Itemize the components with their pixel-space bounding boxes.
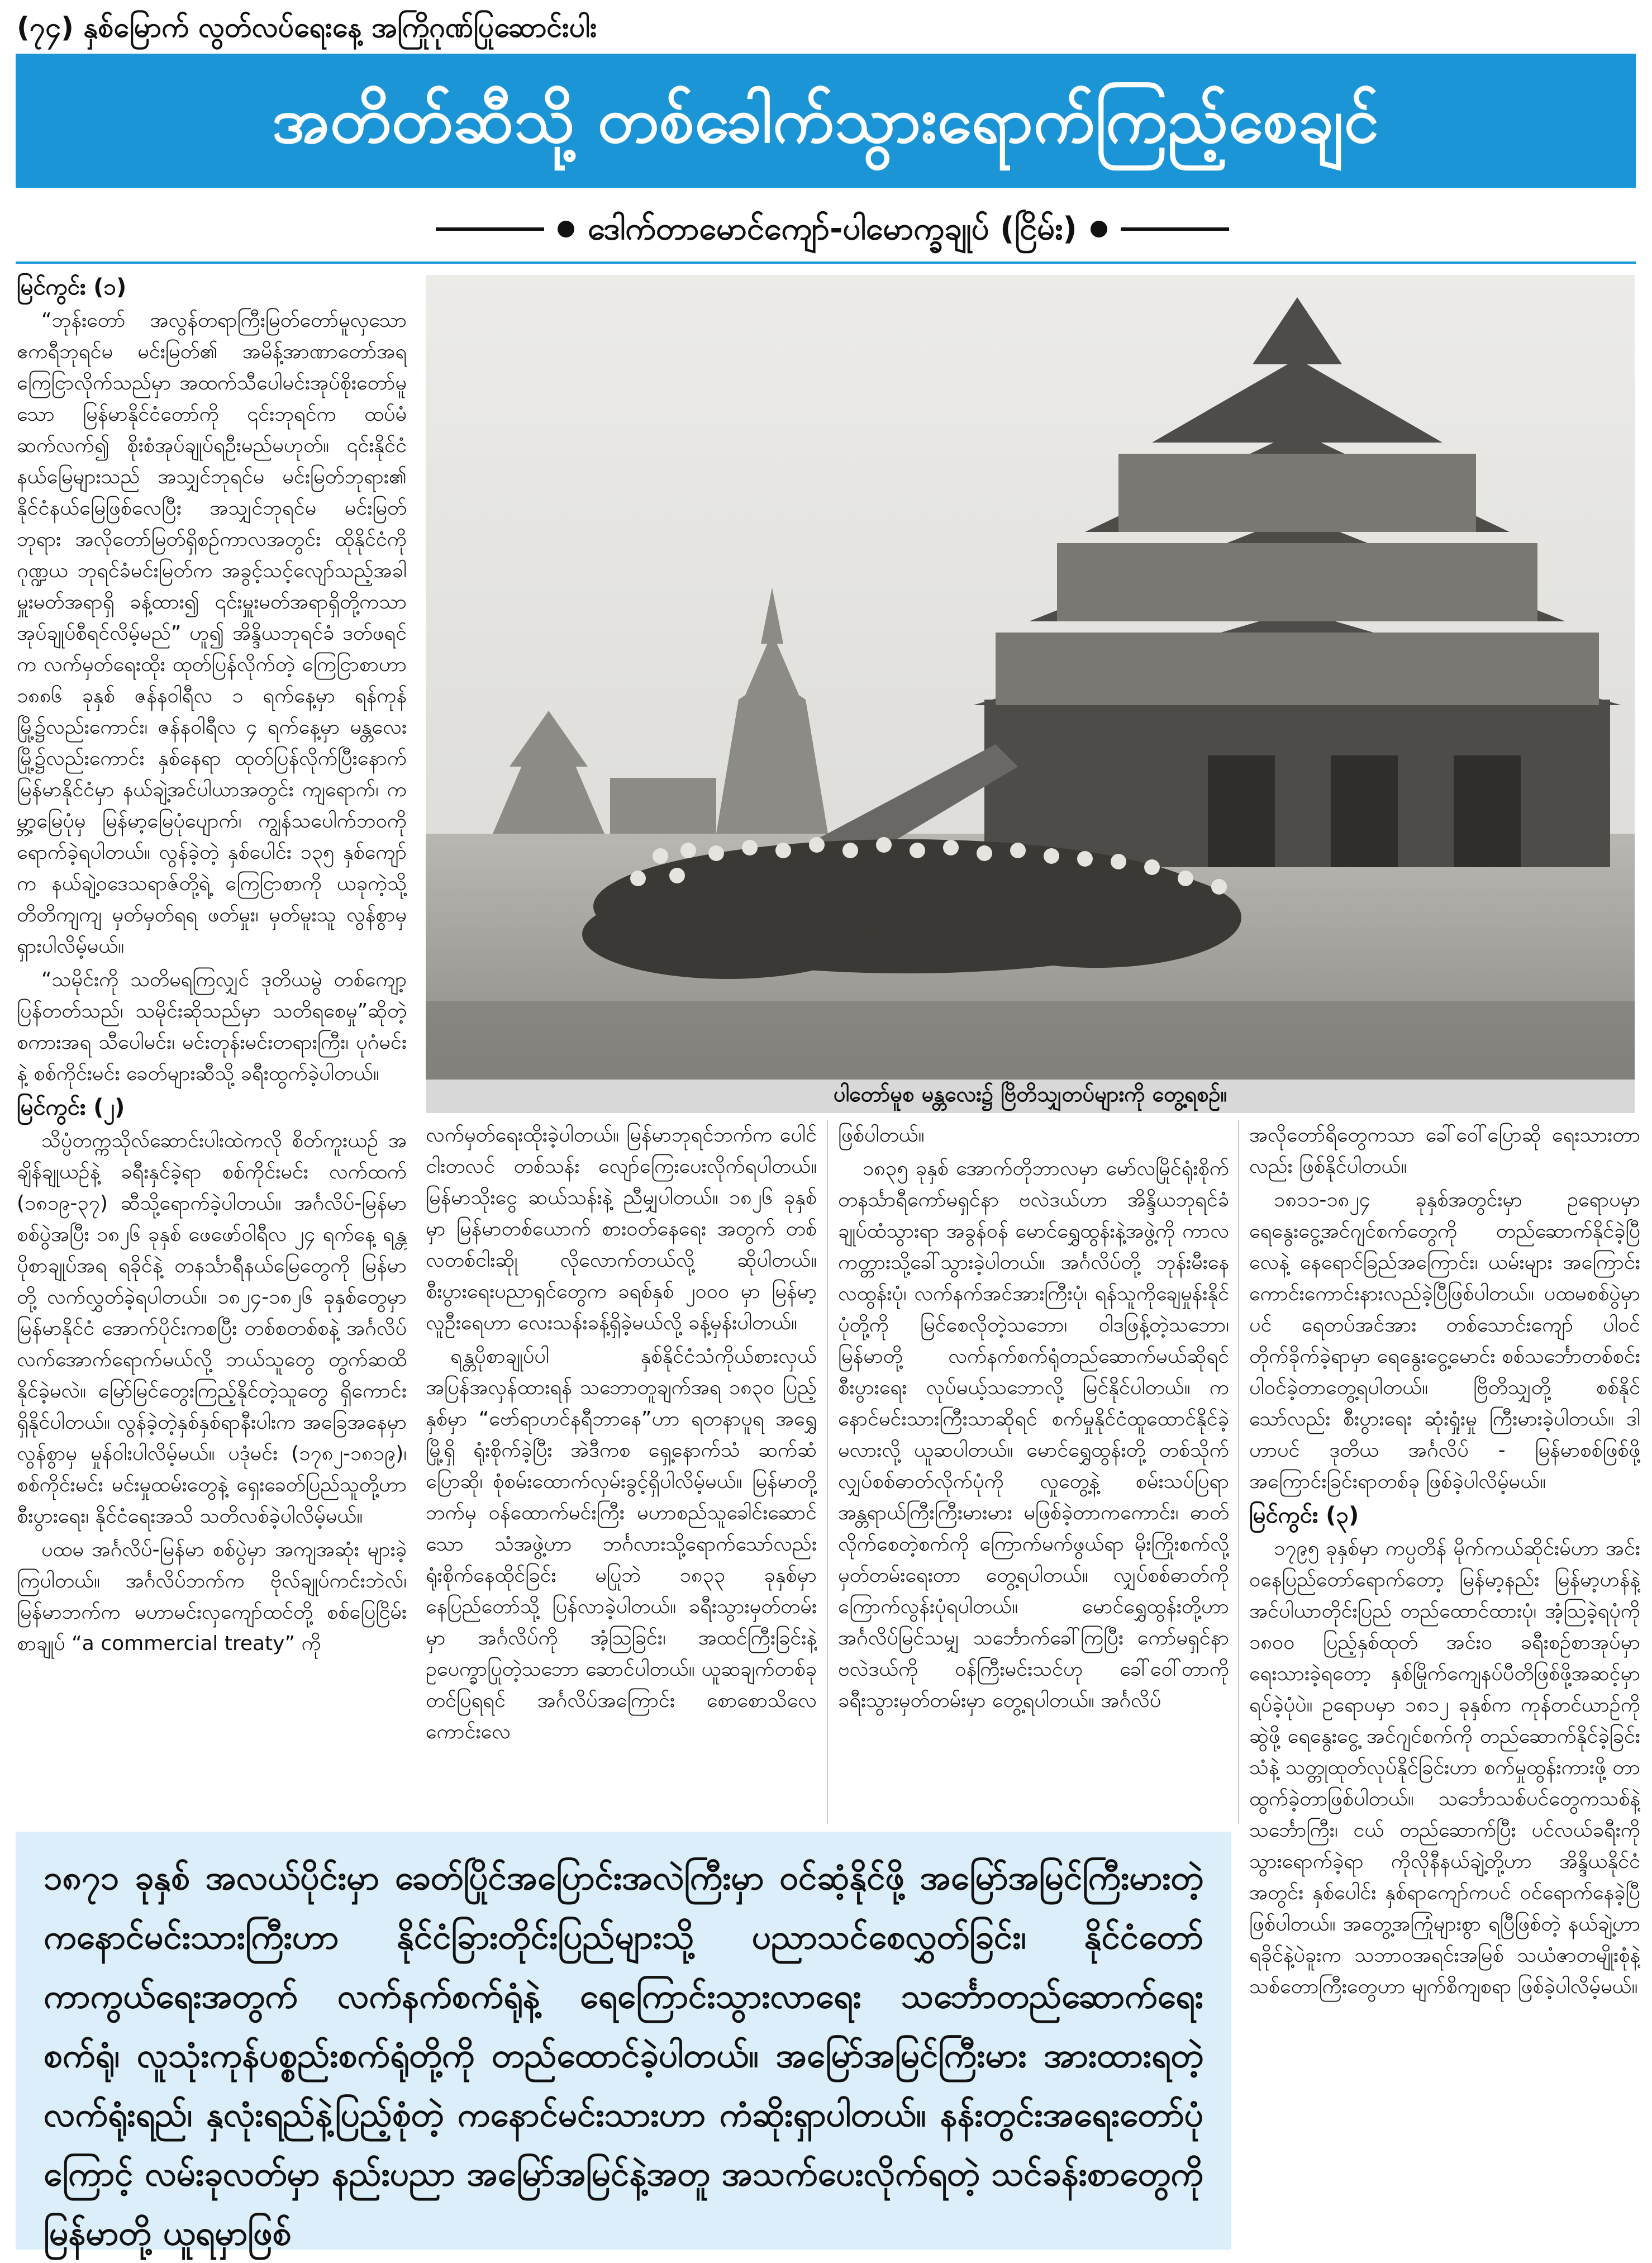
byline-rule-right (1121, 227, 1229, 231)
paragraph: ၁၈၁၁-၁၈၂၄ ခုနှစ်အတွင်းမှာ ဥရောပမှာ ရေနွေးငွေ့အင်ဂျင်စက်တွေကို တည်ဆောက်နိုင်ခဲ့ပြီ လေနဲ့ နေရောင်ခြည်အကြောင်း၊ ယမ်းများ အကြောင်း ကောင်းကောင်းနားလည်ခဲ့ပြီဖြစ်ပါတယ်။ ပထမစစ်ပွဲမှာပင် ရေတပ်အင်အား တစ်သောင်းကျော် ပါဝင်တိုက်ခိုက်ခဲ့ရာမှာ ရေနွေးငွေ့မောင်း စစ်သင်္ဘောတစ်စင်း ပါဝင်ခဲ့တာတွေ့ရပါတယ်။ ဗြိတိသျှတို့ စစ်နိုင်သော်လည်း စီးပွားရေး ဆုံးရှုံးမှု ကြီးမားခဲ့ပါတယ်။ ဒါဟာပင် ဒုတိယ အင်္ဂလိပ် - မြန်မာစစ်ဖြစ်ဖို့ အကြောင်းခြင်းရာတစ်ခု ဖြစ်ခဲ့ပါလိမ့်မယ်။ (1249, 1188, 1640, 1493)
byline-dot-icon (558, 221, 574, 237)
archival-photo (426, 275, 1635, 1080)
column-rule (827, 1120, 828, 1824)
column-1 (17, 270, 407, 1824)
section-heading: မြင်ကွင်း (၃) (1249, 1503, 1359, 1528)
paragraph: ရန္တပိုစာချုပ်ပါ နှစ်နိုင်ငံသံကိုယ်စားလှယ် အပြန်အလှန်ထားရန် သဘောတူချက်အရ ၁၈၃၀ ပြည့်နှစ်မှာ “ဗော်ရာဟင်နရီဘာနေ”ဟာ ရတနာပူရ အရွှေမြို့ရှိ ရုံးစိုက်ခဲ့ပြီး အဲဒီကစ ရှေ့နောက်သံ ဆက်ဆံပြောဆို၊ စုံစမ်းထောက်လှမ်းခွင့်ရှိပါလိမ့်မယ်။ မြန်မာတို့ဘက်မှ ဝန်ထောက်မင်းကြီး မဟာစည်သူခေါင်းဆောင်သော သံအဖွဲ့ဟာ ဘင်္ဂလားသို့ရောက်သော်လည်း ရုံးစိုက်နေထိုင်ခြင်း မပြုဘဲ ၁၈၃၃ ခုနှစ်မှာ နေပြည်တော်သို့ ပြန်လာခဲ့ပါတယ်။ ခရီးသွားမှတ်တမ်းမှာ အင်္ဂလိပ်ကို အံ့ဩခြင်း၊ အထင်ကြီးခြင်းနဲ့ ဥပေက္ခာပြုတဲ့သဘော ဆောင်ပါတယ်။ ယူဆချက်တစ်ခု တင်ပြရရင် အင်္ဂလိပ်အကြောင်း စောစောသိလေကောင်းလေ (426, 1345, 817, 1743)
column-rule (1238, 1120, 1239, 1824)
byline-row (436, 207, 1229, 251)
byline: ဒေါက်တာမောင်ကျော်-ပါမောက္ခချုပ် (ငြိမ်း) (588, 211, 1077, 247)
pull-quote-box (16, 1832, 1231, 2253)
paragraph: ၁၇၉၅ ခုနှစ်မှာ ကပ္ပတိန် မိုက်ကယ်ဆိုင်းမ်ဟာ အင်းဝနေပြည်တော်ရောက်တော့ မြန်မာ့နည်း မြန်မာ့ဟန်နဲ့ အင်ပါယာတိုင်းပြည် တည်ထောင်ထားပုံ၊ အံ့သြခဲ့ရပုံကို ၁၈၀၀ ပြည့်နှစ်ထုတ် အင်း၀ ခရီးစဉ်စာအုပ်မှာ ရေးသားခဲ့ရတော့ နှစ်မြိုက်ကျေနပ်ပီတိဖြစ်ဖို့အဆင့်မှာ ရပ်ခဲ့ပုံပဲ။ ဥရောပမှာ ၁၈၁၂ ခုနှစ်က ကုန်တင်ယာဉ်ကိုဆွဲဖို့ ရေနွေးငွေ့ အင်ဂျင်စက်ကို တည်ဆောက်နိုင်ခဲ့ခြင်း သံနဲ့ သတ္တုထုတ်လုပ်နိုင်ခြင်းဟာ စက်မှုထွန်းကားဖို့ တာထွက်ခဲ့တာဖြစ်ပါတယ်။ သင်္ဘောသစ်ပင်တွေကသစ်နဲ့ သင်္ဘောကြီး၊ ငယ် တည်ဆောက်ပြီး ပင်လယ်ခရီးကို သွားရောက်ခဲ့ရာ ကိုလိုနီနယ်ချဲ့တို့ဟာ အိန္ဒိယနိုင်ငံ အတွင်း နှစ်ပေါင်း နှစ်ရာကျော်ကပင် ဝင်ရောက်နေခဲ့ပြီဖြစ်ပါတယ်။ အတွေ့အကြုံများစွာ ရပြီဖြစ်တဲ့ နယ်ချဲ့ဟာ ရခိုင်နဲ့ပဲခူးက သဘာဝအရင်းအမြစ် သယံဇာတမျိုးစုံနဲ့ သစ်တောကြီးတွေဟာ မျက်စိကျစရာ ဖြစ်ခဲ့ပါလိမ့်မယ်။ (1249, 1537, 1640, 1998)
pull-quote-text: ၁၈၇၁ ခုနှစ် အလယ်ပိုင်းမှာ ခေတ်ပြိုင်အပြောင်းအလဲကြီးမှာ ဝင်ဆံ့နိုင်ဖို့ အမြော်အမြင်ကြီးမားတဲ့ ကနောင်မင်းသားကြီးဟာ နိုင်ငံခြားတိုင်းပြည်များသို့ ပညာသင်စေလွှတ်ခြင်း၊ နိုင်ငံတော်ကာကွယ်ရေးအတွက် လက်နက်စက်ရုံနဲ့ ရေကြောင်းသွားလာရေး သင်္ဘောတည်ဆောက်ရေး စက်ရုံ၊ လူသုံးကုန်ပစ္စည်းစက်ရုံတို့ကို တည်ထောင်ခဲ့ပါတယ်။ အမြော်အမြင်ကြီးမား အားထားရတဲ့ လက်ရုံးရည်၊ နှလုံးရည်နဲ့ပြည့်စုံတဲ့ ကနောင်မင်းသားဟာ ကံဆိုးရှာပါတယ်။ နန်းတွင်းအရေးတော်ပုံကြောင့် လမ်းခုလတ်မှာ နည်းပညာ အမြော်အမြင်နဲ့အတူ အသက်ပေးလိုက်ရတဲ့ သင်ခန်းစာတွေကို မြန်မာတို့ ယူရမှာဖြစ် (44, 1858, 1203, 2253)
paragraph: သိပ္ပံတက္ကသိုလ်ဆောင်းပါးထဲကလို စိတ်ကူးယဉ် အချိန်ချုယဉ်နဲ့ ခရီးနှင်ခဲ့ရာ စစ်ကိုင်းမင်း လက်ထက် (၁၈၁၉-၃၇) ဆီသို့ရောက်ခဲ့ပါတယ်။ အင်္ဂလိပ်-မြန်မာစစ်ပွဲအပြီး ၁၈၂၆ ခုနှစ် ဖေဖော်ဝါရီလ ၂၄ ရက်နေ့ ရန္တပိုစာချုပ်အရ ရခိုင်နဲ့ တနင်္သာရီနယ်မြေတွေကို မြန်မာတို့ လက်လွှတ်ခဲ့ရပါတယ်။ ၁၈၂၄-၁၈၂၆ ခုနှစ်တွေမှာ မြန်မာနိုင်ငံ အောက်ပိုင်းကစပြီး တစ်စတစ်စနဲ့ အင်္ဂလိပ်လက်အောက်ရောက်မယ်လို့ ဘယ်သူတွေ တွက်ဆထိနိုင်ခဲ့မလဲ။ မြော်မြင်တွေးကြည့်နိုင်တဲ့သူတွေ ရှိကောင်းရှိနိုင်ပါတယ်။ လွန်ခဲ့တဲ့နှစ်နှစ်ရာနီးပါးက အခြေအနေမှာ လွန်စွာမှ မှုန်ဝါးပါလိမ့်မယ်။ ပဒုံမင်း (၁၇၈၂-၁၈၁၉)၊ စစ်ကိုင်းမင်း မင်းမှုထမ်းတွေနဲ့ ရှေးခေတ်ပြည်သူတို့ဟာ စီးပွားရေး၊ နိုင်ငံရေးအသိ သတိလစ်ခဲ့ပါလိမ့်မယ်။ (17, 1129, 407, 1528)
headline: အတိတ်ဆီသို့ တစ်ခေါက်သွားရောက်ကြည့်စေချင် (272, 84, 1379, 157)
palace-troops-photo (426, 275, 1635, 1080)
paragraph: ၁၈၃၅ ခုနှစ် အောက်တိုဘာလမှာ မော်လမြိုင်ရုံးစိုက် တနင်္သာရီကော်မရှင်နာ ဗလဲဒယ်ဟာ အိန္ဒိယဘုရင်ခံချုပ်ထံသွားရာ အခွန်ဝန် မောင်ရွှေထွန်းနဲ့အဖွဲ့ကို ကာလကတ္တားသို့ခေါ်သွားခဲ့ပါတယ်။ အင်္ဂလိပ်တို့ ဘုန်းမီးနေလထွန်းပုံ၊ လက်နက်အင်အားကြီးပုံ၊ ရန်သူကိုချေမှုန်းနိုင်ပုံတို့ကို မြင်စေလိုတဲ့သဘော၊ ဝါဒဖြန့်တဲ့သဘော၊ မြန်မာတို့ လက်နက်စက်ရုံတည်ဆောက်မယ်ဆိုရင် စီးပွားရေး လုပ်မယ့်သဘောလို့ မြင်နိုင်ပါတယ်။ ကနောင်မင်းသားကြီးသာဆိုရင် စက်မှုနိုင်ငံထူထောင်နိုင်ခဲ့မလားလို့ ယူဆပါတယ်။ မောင်ရွှေထွန်းတို့ တစ်သိုက် လျှပ်စစ်ဓာတ်လိုက်ပုံကို လှုတွေ့နဲ့ စမ်းသပ်ပြရာ အန္တရာယ်ကြီးကြီးမားမား မဖြစ်ခဲ့တာကကောင်း၊ ဓာတ်လိုက်စေတဲ့စက်ကို ကြောက်မက်ဖွယ်ရာ မိုးကြိုးစက်လို့ မှတ်တမ်းရေးတာ တွေ့ရပါတယ်။ လျှပ်စစ်ဓာတ်ကို ကြောက်လွန်းပုံရပါတယ်။ မောင်ရွှေထွန်းတို့ဟာ အင်္ဂလိပ်မြင်သမျှ သင်္ဘောက်ခေါ်ကြပြီး ကော်မရှင်နာ ဗလဲဒယ်ကို ဝန်ကြီးမင်းသင်ဟု ခေါ်ဝေါ်တာကို ခရီးသွားမှတ်တမ်းမှာ တွေ့ရပါတယ်။ အင်္ဂလိပ် (838, 1157, 1229, 1712)
byline-dot-icon (1091, 221, 1107, 237)
paragraph: “ဘုန်းတော် အလွန်တရာကြီးမြတ်တော်မူလှသော ဧကရီဘုရင်မ မင်းမြတ်၏ အမိန့်အာဏာတော်အရ ကြေငြာလိုက်သည်မှာ အထက်သီပေါမင်းအုပ်စိုးတော်မူသော မြန်မာနိုင်ငံတော်ကို ၎င်းဘုရင်က ထပ်မံဆက်လက်၍ စိုးစံအုပ်ချုပ်ရဦးမည်မဟုတ်။ ၎င်းနိုင်ငံနယ်မြေများသည် အသျှင်ဘုရင်မ မင်းမြတ်ဘုရား၏ နိုင်ငံနယ်မြေဖြစ်လေပြီး အသျှင်ဘုရင်မ မင်းမြတ်ဘုရား အလိုတော်မြတ်ရှိစဉ်ကာလအတွင်း ထိုနိုင်ငံကို ဂုဏ္ဍယ ဘုရင်ခံမင်းမြတ်က အခွင့်သင့်လျော်သည့်အခါ မှူးမတ်အရာရှိ ခန့်ထား၍ ၎င်းမှူးမတ်အရာရှိတို့ကသာ အုပ်ချုပ်စီရင်လိမ့်မည်” ဟူ၍ အိန္ဒိယဘုရင်ခံ ဒတ်ဖရင်က လက်မှတ်ရေးထိုး ထုတ်ပြန်လိုက်တဲ့ ကြေငြာစာဟာ ၁၈၈၆ ခုနှစ် ဇန်နဝါရီလ ၁ ရက်နေ့မှာ ရန်ကုန်မြို့၌လည်းကောင်း၊ ဇန်နဝါရီလ ၄ ရက်နေ့မှာ မန္တလေးမြို့၌လည်းကောင်း နှစ်နေရာ ထုတ်ပြန်လိုက်ပြီးနောက် မြန်မာနိုင်ငံမှာ နယ်ချဲ့အင်ပါယာအတွင်း ကျရောက်၊ ကမ္ဘာ့မြေပုံမှ မြန်မာ့မြေပုံပျောက်၊ ကျွန်သပေါက်ဘဝကို ရောက်ခဲ့ရပါတယ်။ လွန်ခဲ့တဲ့ နှစ်ပေါင်း ၁၃၅ နှစ်ကျော်က နယ်ချဲ့ဝဒေသရာဇ်တို့ရဲ့ ကြေငြာစာကို ယခုကဲ့သို့ တိတိကျကျ မှတ်မှတ်ရရ ဖတ်မှုး၊ မှတ်မူးသူ လွန်စွာမှ ရှားပါလိမ့်မယ်။ (17, 309, 407, 958)
paragraph: ပထမ အင်္ဂလိပ်-မြန်မာ စစ်ပွဲမှာ အကျအဆုံး များခဲ့ကြပါတယ်။ အင်္ဂလိပ်ဘက်က ဗိုလ်ချုပ်ကင်းဘဲလ်၊ မြန်မာဘက်က မဟာမင်းလှကျော်ထင်တို့ စစ်ပြေငြိမ်းစာချုပ် “a commercial treaty” ကို (17, 1538, 407, 1655)
byline-rule-left (436, 227, 544, 231)
column-2 (426, 1120, 817, 1823)
section-heading: မြင်ကွင်း (၁) (17, 274, 127, 300)
headline-banner (16, 54, 1636, 188)
paragraph: ဖြစ်ပါတယ်။ (838, 1124, 925, 1147)
paragraph: အလိုတော်ရိတွေကသာ ခေါ်ဝေါ်ပြောဆို ရေးသားတာလည်း ဖြစ်နိုင်ပါတယ်။ (1249, 1124, 1640, 1178)
column-3 (838, 1120, 1229, 1823)
paragraph: “သမိုင်းကို သတိမရကြလျှင် ဒုတိယမွဲ တစ်ကျော့ပြန်တတ်သည်၊ သမိုင်းဆိုသည်မှာ သတိရစေမှု”ဆိုတဲ့ စကားအရ သီပေါမင်း၊ မင်းတုန်းမင်းတရားကြီး၊ ပုဂံမင်းနဲ့ စစ်ကိုင်းမင်း ခေတ်များဆီသို့ ခရီးထွက်ခဲ့ပါတယ်။ (17, 968, 407, 1085)
photo-caption: ပါတော်မူစ မန္တလေး၌ ဗြိတိသျှတပ်များကို တွေ့ရစဉ်။ (426, 1080, 1635, 1113)
paragraph: လက်မှတ်ရေးထိုးခဲ့ပါတယ်။ မြန်မာဘုရင်ဘက်က ပေါင်ငါးတလင် တစ်သန်း လျော်ကြေးပေးလိုက်ရပါတယ်။ မြန်မာသိုးငွေ ဆယ်သန်းနဲ့ ညီမျှပါတယ်။ ၁၈၂၆ ခုနှစ်မှာ မြန်မာတစ်ယောက် စားဝတ်နေရေး အတွက် တစ်လတစ်ငါးဆိုု လိုလောက်တယ်လို့ ဆိုပါတယ်။ စီးပွားရေးပညာရှင်တွေက ခရစ်နှစ် ၂၀၀၀ မှာ မြန်မာ့လူဦးရေဟာ လေးသန်းခန့်ရှိခဲ့မယ်လို့ ခန့်မှန်းပါတယ်။ (426, 1124, 817, 1334)
header-divider (16, 262, 1636, 264)
kicker: (၇၄) နှစ်မြောက် လွတ်လပ်ရေးနေ့ အကြိုဂုဏ်ပြုဆောင်းပါး (17, 11, 597, 44)
column-4 (1249, 1120, 1640, 2237)
section-heading: မြင်ကွင်း (၂) (17, 1095, 125, 1120)
